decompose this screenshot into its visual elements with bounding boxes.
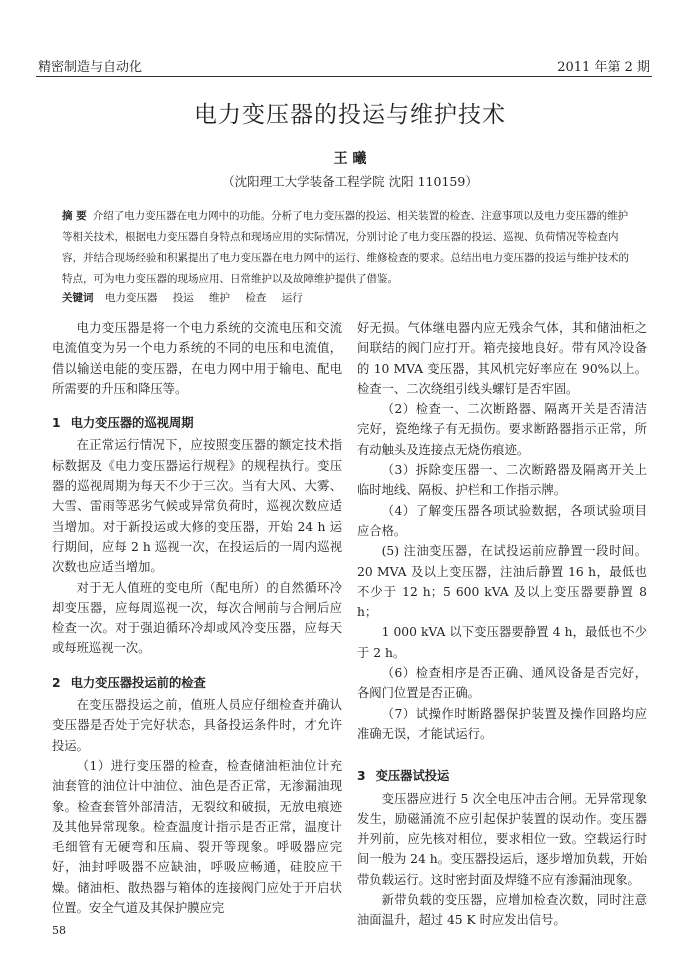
section-2-item-5-cont: 1 000 kVA 以下变压器要静置 4 h，最低也不少于 2 h。: [357, 625, 647, 660]
abstract: [62, 206, 632, 290]
section-heading-1: 1 电力变压器的巡视周期: [52, 416, 194, 431]
section-heading-2: 2 电力变压器投运前的检查: [52, 675, 206, 690]
keyword: 维护: [209, 292, 231, 304]
abstract-label: 摘 要: [62, 210, 87, 222]
keyword: 检查: [245, 292, 267, 304]
section-2-item-1: （1）进行变压器的检查，检查储油柜油位计充油套管的油位计中油位、油色是否正常，无渗漏油现象。检查套管外部清洁，无裂纹和破损，无放电痕迹及其他异常现象。检查温度计指示是否正常，温度计毛细管有无硬弯和压扁、裂开等现象。呼吸器应完好，油封呼吸器不应缺油，呼吸应畅通，硅胶应干燥。储油柜、散热器与箱体的连接阀门应处于开启状位置。安全气道及其保护膜应完: [52, 758, 342, 916]
section-2-item-4: （4）了解变压器各项试验数据，各项试验项目应合格。: [357, 503, 647, 538]
keyword: 运行: [281, 292, 303, 304]
section-3-paragraph: 新带负载的变压器，应增加检查次数，同时注意油面温升，超过 45 K 时应发出信号。: [357, 893, 647, 928]
intro-paragraph: 电力变压器是将一个电力系统的交流电压和交流电流值变为另一个电力系统的不同的电压和电流值，借以输送电能的变压器，在电力网中用于输电、配电所需要的升压和降压等。: [52, 321, 342, 396]
section-2-item-7: （7）试操作时断路器保护装置及操作回路均应准确无误，才能试运行。: [357, 706, 647, 741]
issue-label: 2011 年第 2 期: [557, 60, 650, 75]
section-2-item-5: (5) 注油变压器，在试投运前应静置一段时间。20 MVA 及以上变压器，注油后静置 16 h，最低也不少于 12 h；5 600 kVA 及以上变压器要静置 8 h；: [357, 544, 647, 620]
journal-name: 精密制造与自动化: [38, 60, 143, 75]
section-2-item-2: （2）检查一、二次断路器、隔离开关是否清洁完好，瓷绝缘子有无损伤。要求断路器指示正常，所有动触头及连接点无烧伤痕迹。: [357, 402, 647, 457]
section-1-paragraph: 对于无人值班的变电所（配电所）的自然循环冷却变压器，应每周巡视一次，每次合闸前与合闸后应检查一次。对于强迫循环冷却或风冷变压器，应每天或每班巡视一次。: [52, 580, 342, 656]
page-number: 58: [52, 924, 66, 937]
keyword: 电力变压器: [104, 292, 158, 304]
header-divider: [36, 76, 652, 77]
keywords: [62, 290, 632, 305]
right-column: [357, 318, 647, 931]
author-affiliation: （沈阳理工大学装备工程学院 沈阳 110159）: [222, 174, 478, 189]
section-heading-3: 3 变压器试投运: [357, 769, 450, 784]
section-3-paragraph: 变压器应进行 5 次全电压冲击合闸。无异常现象发生，励磁涌流不应引起保护装置的误动作。变压器并列前，应先核对相位，要求相位一致。空载运行时间一般为 24 h。变压器投运后，逐步增加负载，开始带负载运行。这时密封面及焊缝不应有渗漏油现象。: [357, 791, 647, 887]
paper-title: 电力变压器的投运与维护技术: [194, 102, 506, 128]
keyword: 投运: [172, 292, 194, 304]
keywords-label: 关键词: [62, 292, 94, 304]
continued-paragraph: 好无损。气体继电器内应无残余气体，其和储油柜之间联结的阀门应打开。箱壳接地良好。带有风冷设备的 10 MVA 变压器，其风机完好率应在 90%以上。检查一、二次绕组引线头螺钉是否牢固。: [357, 321, 647, 396]
section-2-item-6: （6）检查相序是否正确、通风设备是否完好，各阀门位置是否正确。: [357, 666, 647, 701]
section-2-item-3: （3）拆除变压器一、二次断路器及隔离开关上临时地线、隔板、护栏和工作指示牌。: [357, 463, 647, 498]
abstract-text: 介绍了电力变压器在电力网中的功能。分析了电力变压器的投运、相关装置的检查、注意事项以及电力变压器的维护等相关技术，根据电力变压器自身特点和现场应用的实际情况，分别讨论了电力变压器的投运、巡视、负荷情况等检查内容，并结合现场经验和积累提出了电力变压器在电力网中的运行、维修检查的要求。总结出电力变压器的投运与维护技术的特点，可为电力变压器的现场应用、日常维护以及故障维护提供了借鉴。: [62, 210, 629, 285]
section-1-paragraph: 在正常运行情况下，应按照变压器的额定技术指标数据及《电力变压器运行规程》的规程执行。变压器的巡视周期为每天不少于三次。当有大风、大雾、大雪、雷雨等恶劣气候或异常负荷时，巡视次数应适当增加。对于新投运或大修的变压器，开始 24 h 运行期间，应每 2 h 巡视一次，在投运后的一周内巡视次数也应适当增加。: [52, 438, 342, 575]
left-column: [52, 318, 342, 918]
section-2-paragraph: 在变压器投运之前，值班人员应仔细检查并确认变压器是否处于完好状态，具备投运条件时，才允许投运。: [52, 698, 342, 753]
author-name: 王 曦: [333, 151, 367, 167]
